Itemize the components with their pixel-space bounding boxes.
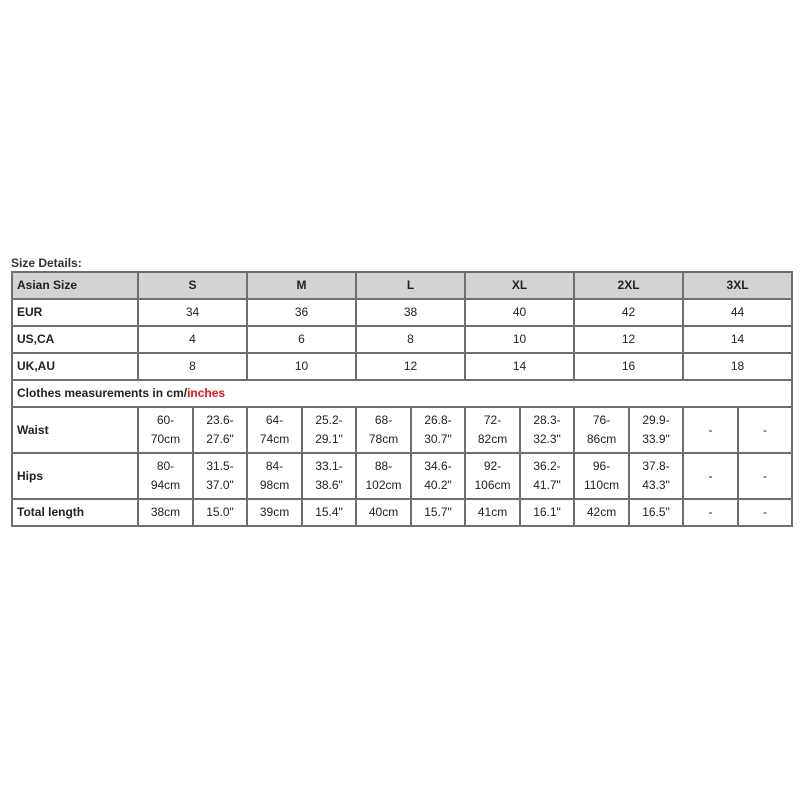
measurement-note-row	[12, 380, 792, 407]
cm-cell: 38cm	[138, 499, 193, 526]
table-cell: 36	[247, 299, 356, 326]
cm-cell: 39cm	[247, 499, 302, 526]
cm-cell: 96- 110cm	[574, 453, 629, 499]
table-row-eur	[12, 299, 792, 326]
table-cell: 16	[574, 353, 683, 380]
inch-cell: 34.6- 40.2"	[411, 453, 465, 499]
inch-cell: 15.0"	[193, 499, 247, 526]
row-label: Hips	[12, 453, 138, 499]
table-cell: 8	[138, 353, 247, 380]
cm-cell: -	[683, 453, 738, 499]
inch-cell: 31.5- 37.0"	[193, 453, 247, 499]
inch-cell: 36.2- 41.7"	[520, 453, 574, 499]
table-cell: 18	[683, 353, 792, 380]
cm-cell: 68- 78cm	[356, 407, 411, 453]
cm-cell: 76- 86cm	[574, 407, 629, 453]
inch-cell: 29.9- 33.9"	[629, 407, 683, 453]
table-cell: 14	[683, 326, 792, 353]
cm-cell: 80- 94cm	[138, 453, 193, 499]
inch-cell: -	[738, 407, 792, 453]
cm-cell: 64- 74cm	[247, 407, 302, 453]
inch-cell: 37.8- 43.3"	[629, 453, 683, 499]
table-cell: 40	[465, 299, 574, 326]
table-cell: 12	[574, 326, 683, 353]
size-header-2xl: 2XL	[574, 272, 683, 299]
cm-cell: 72- 82cm	[465, 407, 520, 453]
table-cell: 12	[356, 353, 465, 380]
size-header-xl: XL	[465, 272, 574, 299]
row-label: Total length	[12, 499, 138, 526]
inch-cell: 28.3- 32.3"	[520, 407, 574, 453]
table-cell: 38	[356, 299, 465, 326]
table-row-uk-au	[12, 353, 792, 380]
size-header-3xl: 3XL	[683, 272, 792, 299]
cm-cell: 84- 98cm	[247, 453, 302, 499]
size-header-l: L	[356, 272, 465, 299]
table-row-waist	[12, 407, 792, 453]
row-label: UK,AU	[12, 353, 138, 380]
inch-cell: 33.1- 38.6"	[302, 453, 356, 499]
cm-cell: 41cm	[465, 499, 520, 526]
inch-cell: 23.6- 27.6"	[193, 407, 247, 453]
table-cell: 6	[247, 326, 356, 353]
asian-size-label: Asian Size	[12, 272, 138, 299]
cm-cell: -	[683, 499, 738, 526]
cm-cell: 92- 106cm	[465, 453, 520, 499]
inch-cell: 26.8- 30.7"	[411, 407, 465, 453]
table-cell: 42	[574, 299, 683, 326]
inch-cell: -	[738, 499, 792, 526]
size-header-m: M	[247, 272, 356, 299]
note-inches: inches	[187, 386, 226, 400]
table-row-us-ca	[12, 326, 792, 353]
inch-cell: -	[738, 453, 792, 499]
cm-cell: 40cm	[356, 499, 411, 526]
cm-cell: -	[683, 407, 738, 453]
table-row-hips	[12, 453, 792, 499]
table-cell: 44	[683, 299, 792, 326]
cm-cell: 60- 70cm	[138, 407, 193, 453]
row-label: US,CA	[12, 326, 138, 353]
measurement-note	[12, 380, 792, 407]
table-cell: 10	[247, 353, 356, 380]
inch-cell: 25.2- 29.1"	[302, 407, 356, 453]
inch-cell: 16.5"	[629, 499, 683, 526]
inch-cell: 15.7"	[411, 499, 465, 526]
size-chart	[11, 255, 787, 527]
cm-cell: 42cm	[574, 499, 629, 526]
header-row	[12, 272, 792, 299]
inch-cell: 15.4"	[302, 499, 356, 526]
size-header-s: S	[138, 272, 247, 299]
table-cell: 34	[138, 299, 247, 326]
table-cell: 8	[356, 326, 465, 353]
size-table	[11, 271, 793, 527]
size-details-title: Size Details:	[11, 256, 82, 270]
inch-cell: 16.1"	[520, 499, 574, 526]
table-row-total-length	[12, 499, 792, 526]
table-cell: 4	[138, 326, 247, 353]
cm-cell: 88- 102cm	[356, 453, 411, 499]
row-label: Waist	[12, 407, 138, 453]
note-prefix: Clothes measurements in cm/	[17, 386, 188, 400]
row-label: EUR	[12, 299, 138, 326]
table-cell: 14	[465, 353, 574, 380]
table-cell: 10	[465, 326, 574, 353]
